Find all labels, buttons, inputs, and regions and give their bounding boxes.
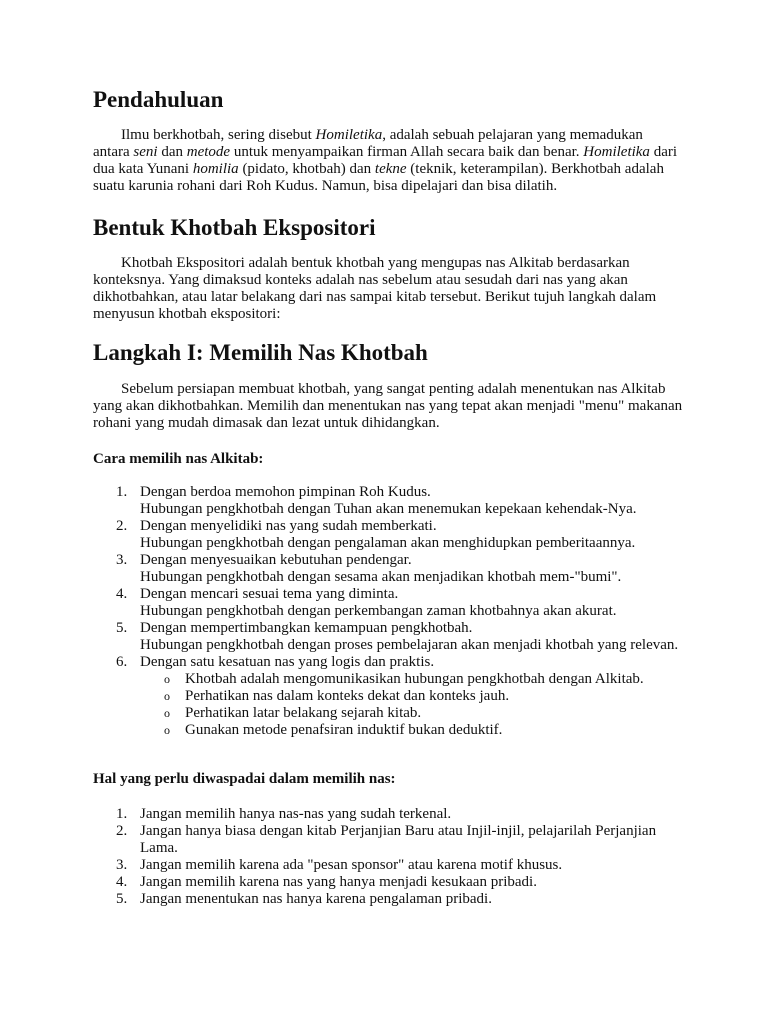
list-item xyxy=(93,518,683,552)
list-item-text: Dengan satu kesatuan nas yang logis dan praktis. xyxy=(140,654,435,670)
bullet-item xyxy=(93,705,683,722)
list-item-text: Dengan mencari sesuai tema yang diminta. xyxy=(140,586,399,602)
list-item-text: Dengan menyelidiki nas yang sudah memberkati. xyxy=(140,518,437,534)
list-number: 2. xyxy=(116,823,128,839)
bullet-text: Perhatikan latar belakang sejarah kitab. xyxy=(185,705,422,721)
pendahuluan-paragraph: Ilmu berkhotbah, sering disebut Homiletika, adalah sebuah pelajaran yang memadukan antara seni dan metode untuk menyampaikan firman Allah secara baik dan benar. Homiletika dari dua kata Yunani homilia (pidato, khotbah) dan tekne (teknik, keterampilan). Berkhotbah adalah suatu karunia rohani dari Roh Kudus. Namun, bisa dipelajari dan bisa dilatih. xyxy=(93,127,678,194)
heading-bentuk: Bentuk Khotbah Ekspositori xyxy=(93,215,376,240)
heading-langkah1: Langkah I: Memilih Nas Khotbah xyxy=(93,340,428,365)
list-number: 2. xyxy=(116,518,128,534)
heading-pendahuluan: Pendahuluan xyxy=(93,87,224,112)
list-number: 6. xyxy=(116,654,128,670)
list-item xyxy=(93,891,683,908)
heading-cara: Cara memilih nas Alkitab: xyxy=(93,451,264,467)
bullet-item xyxy=(93,671,683,688)
list-number: 4. xyxy=(116,874,128,890)
bullet-item xyxy=(93,722,683,739)
bentuk-paragraph: Khotbah Ekspositori adalah bentuk khotbah yang mengupas nas Alkitab berdasarkan konteksnya. Yang dimaksud konteks adalah nas sebelum atau sesudah dari nas yang akan dikhotbahkan, atau latar belakang dari nas sampai kitab tersebut. Berikut tujuh langkah dalam menyusun khotbah ekspositori: xyxy=(93,255,657,322)
bullet-icon: o xyxy=(164,689,170,703)
list-item-detail: Hubungan pengkhotbah dengan pengalaman akan menghidupkan pemberitaannya. xyxy=(140,535,636,551)
bullet-icon: o xyxy=(164,672,170,686)
cara-heading-wrap xyxy=(93,451,683,468)
bentuk-paragraph-wrap xyxy=(93,255,683,323)
list-item-text: Jangan memilih karena ada "pesan sponsor" atau karena motif khusus. xyxy=(140,857,563,873)
list-item-detail: Hubungan pengkhotbah dengan proses pembelajaran akan menjadi khotbah yang relevan. xyxy=(140,637,679,653)
list-number: 4. xyxy=(116,586,128,602)
list-item xyxy=(93,806,683,823)
section-pendahuluan xyxy=(93,87,683,113)
langkah1-paragraph: Sebelum persiapan membuat khotbah, yang sangat penting adalah menentukan nas Alkitab yang akan dikhotbahkan. Memilih dan menentukan nas yang tepat akan menjadi "menu" makanan rohani yang mudah dimasak dan lezat untuk dihidangkan. xyxy=(93,381,683,431)
list-item xyxy=(93,857,683,874)
list-item-text: Dengan menyesuaikan kebutuhan pendengar. xyxy=(140,552,412,568)
bullet-icon: o xyxy=(164,706,170,720)
list-number: 5. xyxy=(116,620,128,636)
list-item xyxy=(93,620,683,654)
bullet-icon: o xyxy=(164,723,170,737)
list-item-detail: Hubungan pengkhotbah dengan sesama akan menjadikan khotbah mem-"bumi". xyxy=(140,569,622,585)
hal-list xyxy=(93,806,683,908)
list-number: 5. xyxy=(116,891,128,907)
bullet-text: Perhatikan nas dalam konteks dekat dan konteks jauh. xyxy=(185,688,510,704)
list-number: 3. xyxy=(116,857,128,873)
list-item xyxy=(93,484,683,518)
list-item xyxy=(93,823,683,857)
list-item xyxy=(93,654,683,671)
heading-hal: Hal yang perlu diwaspadai dalam memilih nas: xyxy=(93,771,396,787)
list-item xyxy=(93,874,683,891)
list-item-text: Dengan mempertimbangkan kemampuan pengkhotbah. xyxy=(140,620,473,636)
list-item-detail: Hubungan pengkhotbah dengan Tuhan akan menemukan kepekaan kehendak-Nya. xyxy=(140,501,637,517)
list-item-text: Jangan memilih karena nas yang hanya menjadi kesukaan pribadi. xyxy=(140,874,537,890)
hal-heading-wrap xyxy=(93,771,683,788)
bullet-item xyxy=(93,688,683,705)
list-item xyxy=(93,586,683,620)
cara-list xyxy=(93,484,683,739)
list-number: 1. xyxy=(116,484,128,500)
langkah1-paragraph-wrap xyxy=(93,381,683,432)
list-item-text: Jangan hanya biasa dengan kitab Perjanjian Baru atau Injil-injil, pelajarilah Perjanjian Lama. xyxy=(140,823,657,856)
section-bentuk xyxy=(93,215,683,241)
bullet-text: Gunakan metode penafsiran induktif bukan deduktif. xyxy=(185,722,503,738)
list-item-text: Jangan menentukan nas hanya karena pengalaman pribadi. xyxy=(140,891,492,907)
list-item xyxy=(93,552,683,586)
list-number: 3. xyxy=(116,552,128,568)
bullet-text: Khotbah adalah mengomunikasikan hubungan pengkhotbah dengan Alkitab. xyxy=(185,671,644,687)
list-item-detail: Hubungan pengkhotbah dengan perkembangan zaman khotbahnya akan akurat. xyxy=(140,603,617,619)
list-number: 1. xyxy=(116,806,128,822)
list-item-text: Jangan memilih hanya nas-nas yang sudah terkenal. xyxy=(140,806,452,822)
list-item-text: Dengan berdoa memohon pimpinan Roh Kudus. xyxy=(140,484,431,500)
section-langkah1 xyxy=(93,340,683,366)
